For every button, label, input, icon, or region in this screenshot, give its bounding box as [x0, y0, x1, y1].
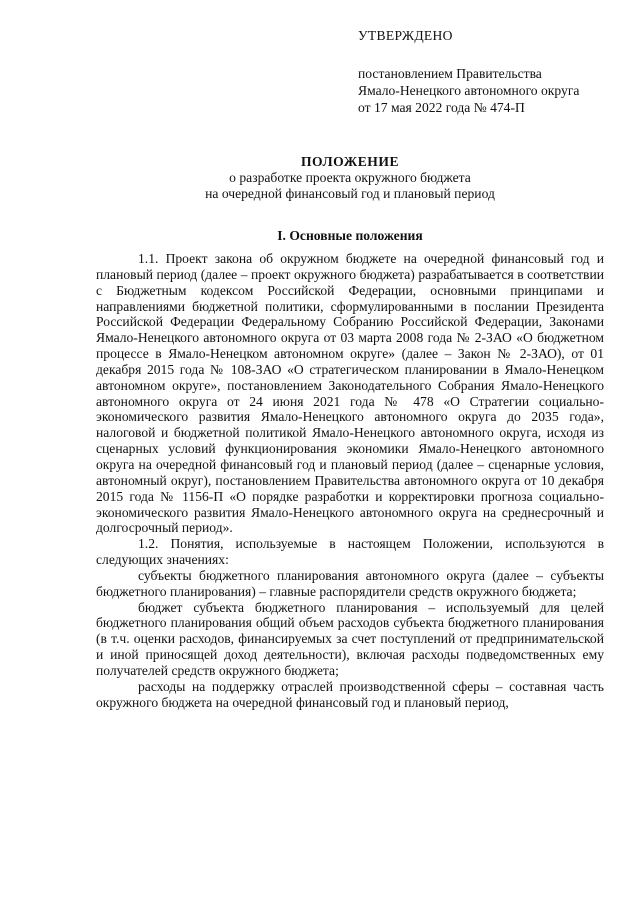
document-subtitle-1: о разработке проекта окружного бюджета — [229, 170, 471, 185]
section-title: I. Основные положения — [277, 228, 423, 243]
document-title-block — [96, 154, 604, 202]
approval-heading: УТВЕРЖДЕНО — [358, 28, 453, 43]
document-title: ПОЛОЖЕНИЕ — [300, 154, 400, 169]
approval-stamp — [358, 27, 579, 116]
definition-subject-budget: бюджет субъекта бюджетного планирования – используемый для целей бюджетного планирования общий объем расходов субъекта бюджетного планирования (в т.ч. оценки расходов, финансируемых за счет поступлений от предпринимательской и иной приносящей доход деятельности), включая расходы подведомственных ему получателей средств окружного бюджета; — [96, 599, 604, 678]
approval-line-2: Ямало-Ненецкого автономного округа — [358, 83, 580, 98]
paragraph-1-2: 1.2. Понятия, используемые в настоящем Положении, используются в следующих значениях: — [96, 536, 604, 568]
paragraph-1-1: 1.1. Проект закона об окружном бюджете на очередной финансовый год и плановый период (далее – проект окружного бюджета) разрабатывается в соответствии с Бюджетным кодексом Российской Федерации, основными принципами и направлениями бюджетной политики, сформулированными в послании Президента Российской Федерации Федеральному Собранию Российской Федерации, Законами Ямало-Ненецкого автономного округа от 03 марта 2008 года № 2-ЗАО «О бюджетном процессе в Ямало-Ненецком автономном округе» (далее – Закон № 2-ЗАО), от 01 декабря 2015 года № 108-ЗАО «О стратегическом планировании в Ямало-Ненецком автономном округе», постановлением Законодательного Собрания Ямало-Ненецкого автономного округа от 24 июня 2021 года № 478 «О Стратегии социально-экономического развития Ямало-Ненецкого автономного округа до 2035 года», налоговой и бюджетной политикой Ямало-Ненецкого автономного округа, исходя из сценарных условий функционирования экономики Ямало-Ненецкого автономного округа на очередной финансовый год и плановый период (далее – сценарные условия, автономный округ), постановлением Правительства автономного округа от 10 декабря 2015 года № 1156-П «О порядке разработки и корректировки прогноза социально-экономического развития Ямало-Ненецкого автономного округа на среднесрочный и долгосрочный период». — [96, 251, 604, 536]
definition-planning-subjects: субъекты бюджетного планирования автономного округа (далее – субъекты бюджетного планирования) – главные распорядители средств окружного бюджета; — [96, 567, 604, 599]
definition-production-support: расходы на поддержку отраслей производственной сферы – составная часть окружного бюджета на очередной финансовый год и плановый период, — [96, 678, 604, 710]
approval-line-1: постановлением Правительства — [358, 66, 542, 81]
document-subtitle-2: на очередной финансовый год и плановый период — [205, 186, 495, 201]
document-body — [96, 251, 604, 710]
approval-line-3: от 17 мая 2022 года № 474-П — [358, 100, 525, 115]
